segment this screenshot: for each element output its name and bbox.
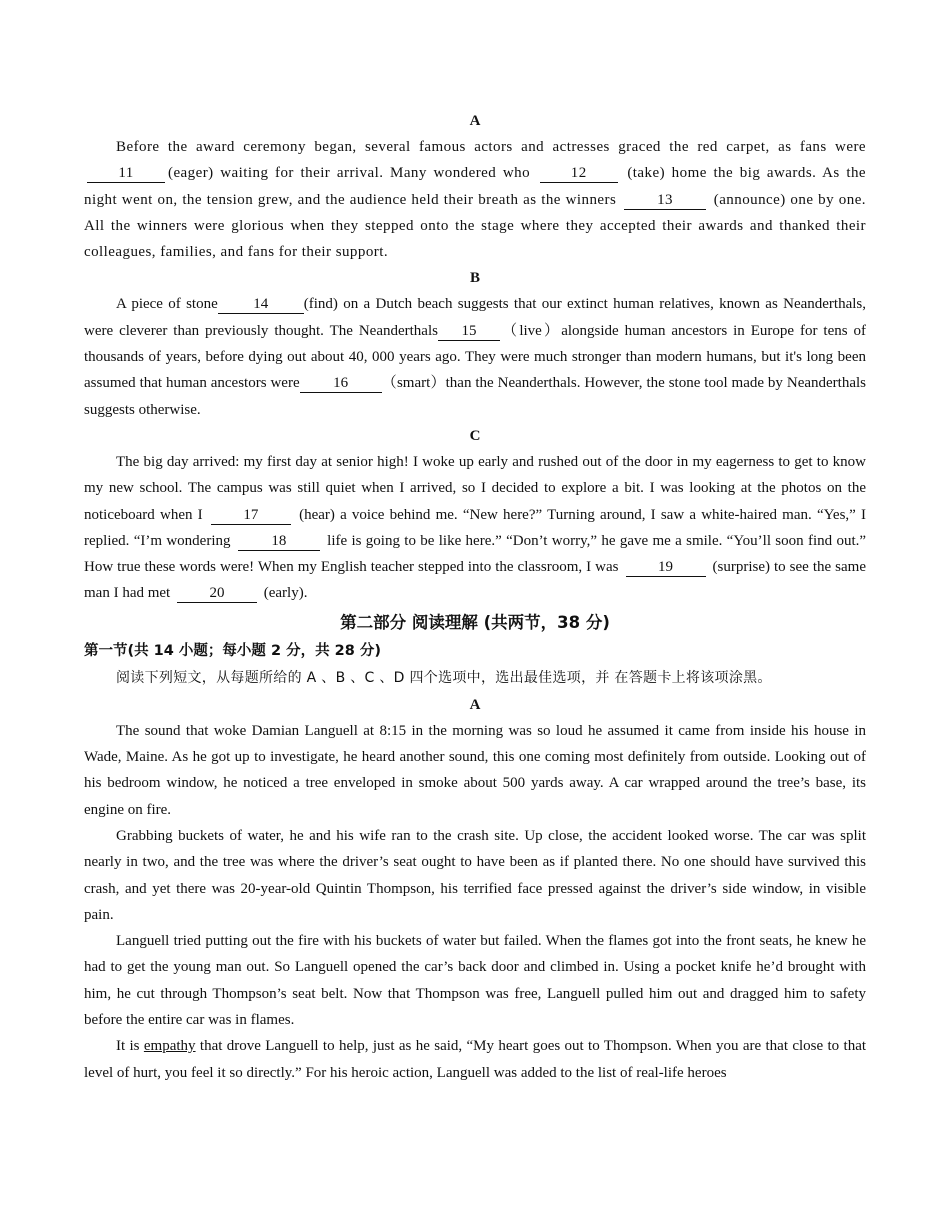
reading-a-paragraph-1: The sound that woke Damian Languell at 8:15 in the morning was so loud he assumed it came from inside his house in Wade, Maine. As he got up to investigate, he heard another sound, this one coming most definitely from outside. Looking out of his bedroom window, he noticed a tree enveloped in smoke about 500 yards away. A car wrapped around the tree’s base, its engine on fire. — [84, 722, 866, 818]
section-one-title: 第一节(共 14 小题；每小题 2 分，共 28 分) — [84, 642, 381, 659]
reading-a-paragraph-3: Languell tried putting out the fire with his buckets of water but failed. When the flames got into the front seats, he knew he had to get the young man out. So Languell opened the car’s back door and climbed in. Using a pocket knife he’d brought with him, he cut through Thompson’s seat belt. Now that Thompson was free, Languell pulled him out and dragged him to safety before the entire car was in flames. — [84, 933, 866, 1029]
blank-16: 16 — [300, 374, 382, 393]
blank-13: 13 — [624, 191, 706, 210]
reading-a-paragraph-4: It is empathy that drove Languell to help, just as he said, “My heart goes out to Thompson. When you are that close to that level of hurt, you feel it so directly.” For his heroic action, Languell was added to the list of real-life heroes — [84, 1038, 867, 1081]
passage-c-text: The big day arrived: my first day at senior high! I woke up early and rushed out of the door in my eagerness to get to know my new school. The campus was still quiet when I arrived, so I decided to explore a bit. I was looking at the photos on the noticeboard when I 17 (hear) a voice behind me. “New here?” Turning around, I saw a white-haired man. “Yes,” I replied. “I’m wondering 18 life is going to be like here.” “Don’t worry,” he gave me a smile. “You’ll soon find out.” How true these words were! When my English teacher stepped into the classroom, I was 19 (surprise) to see the same man I had met 20 (early). — [84, 453, 867, 602]
passage-b-text: A piece of stone 14 (find) on a Dutch beach suggests that our extinct human relatives, known as Neanderthals, were cleverer than previously thought. The Neanderthals 15 （live）alongside human ancestors in Europe for tens of thousands of years, before dying out about 40, 000 years ago. They were much stronger than modern humans, but it's long been assumed that human ancestors were 16 （smart）than the Neanderthals. However, the stone tool made by Neanderthals suggests otherwise. — [84, 296, 866, 418]
reading-instruction: 阅读下列短文，从每题所给的 A 、B 、C 、D 四个选项中，选出最佳选项，并 在答题卡上将该项涂黑。 — [116, 669, 772, 686]
blank-18: 18 — [238, 532, 320, 551]
passage-a-label: A — [469, 113, 481, 129]
blank-19: 19 — [626, 558, 706, 577]
part-two-title: 第二部分 阅读理解 (共两节，38 分) — [340, 612, 610, 632]
document-page — [84, 108, 866, 1086]
passage-b-label: B — [469, 270, 480, 287]
underlined-word-empathy: empathy — [143, 1038, 196, 1055]
blank-17: 17 — [211, 506, 291, 525]
reading-a-paragraph-2: Grabbing buckets of water, he and his wife ran to the crash site. Up close, the accident looked worse. The car was split nearly in two, and the tree was where the driver’s seat ought to have been as if planted there. No one should have survived this crash, and yet there was 20-year-old Quintin Thompson, his terrified face pressed against the driver’s side window, in visible pain. — [84, 827, 866, 923]
passage-c-label: C — [469, 427, 481, 444]
blank-11: 11 — [87, 164, 165, 183]
blank-15: 15 — [438, 322, 500, 341]
reading-a-label: A — [469, 696, 481, 713]
blank-20: 20 — [177, 584, 257, 603]
passage-a-text: Before the award ceremony began, several famous actors and actresses graced the red carpet, as fans were 11 (eager) waiting for their arrival. Many wondered who 12 (take) home the big awards. As the night went on, the tension grew, and the audience held their breath as the winners 13 (announce) one by one. All the winners were glorious when they stepped onto the stage where they accepted their awards and thanked their colleagues, families, and fans for their support. — [84, 139, 867, 261]
blank-12: 12 — [540, 164, 618, 183]
blank-14: 14 — [218, 295, 304, 314]
